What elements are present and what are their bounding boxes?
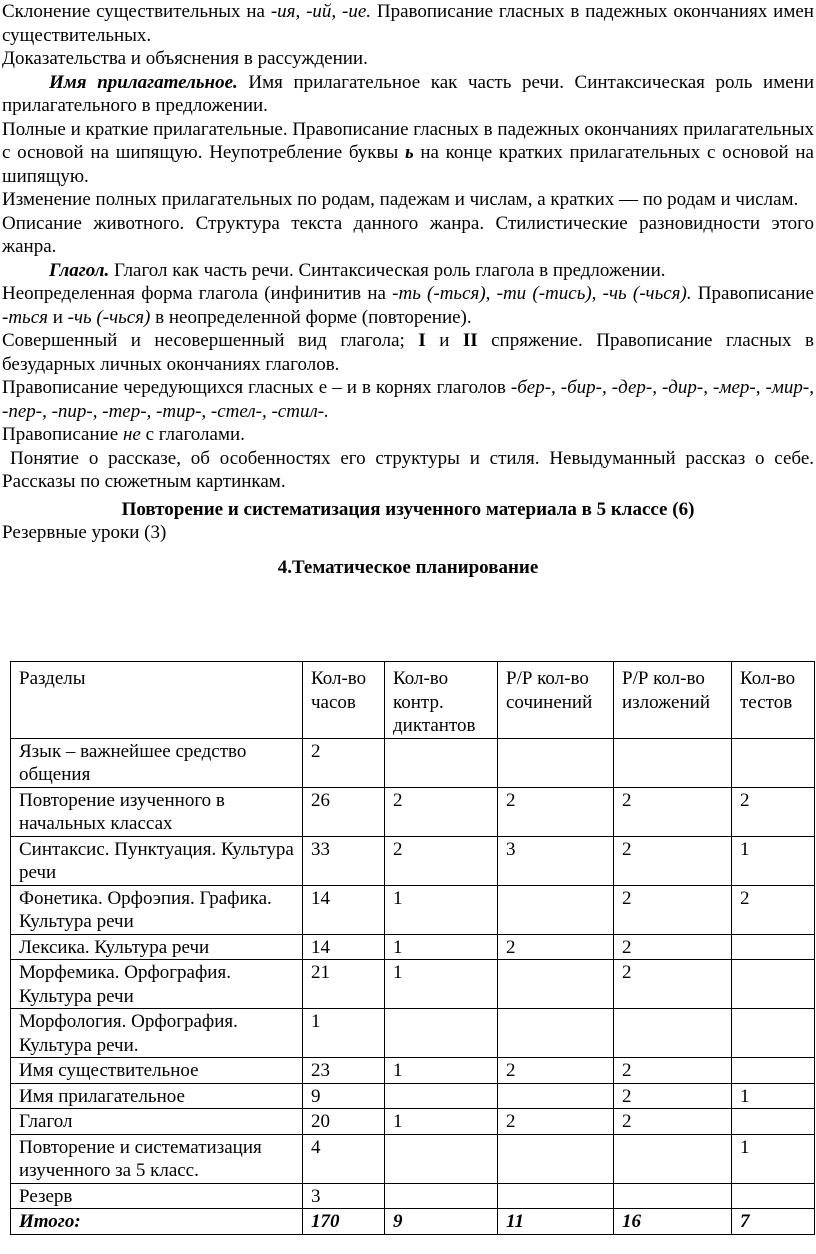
value-cell: 2 xyxy=(385,787,498,836)
text-span: Полные и краткие прилагательные. Правописание гласных в падежных окончаниях прилагательных с основой на шипящую. Неупотребление буквы xyxy=(2,118,814,163)
value-cell: 1 xyxy=(732,1134,815,1183)
header-cell: Кол-во часов xyxy=(303,662,385,739)
value-cell: 2 xyxy=(614,1058,732,1084)
paragraph-alternating-vowels xyxy=(2,376,814,423)
paragraph-proofs: Доказательства и объяснения в рассуждении. xyxy=(2,48,368,69)
thematic-planning-table xyxy=(10,661,815,1235)
table-row xyxy=(11,1009,815,1058)
paragraph-aspect-conjugation xyxy=(2,329,814,376)
table-total-row xyxy=(11,1209,815,1235)
section-name-cell: Лексика. Культура речи xyxy=(11,934,303,960)
italic-suffix: -чь (-чься) xyxy=(67,306,151,328)
text-span: с глаголами. xyxy=(140,424,245,445)
table-row xyxy=(11,1083,815,1109)
value-cell: 2 xyxy=(614,1083,732,1109)
value-cell xyxy=(498,960,614,1009)
value-cell xyxy=(732,1109,815,1135)
italic-roots: -бер-, -бир-, -дер-, -дир-, -мер-, -мир-, -пер-, -пир-, -тер-, -тир-, -стел-, -стил-. xyxy=(2,377,814,422)
italic-ne: не xyxy=(122,424,141,445)
header-cell: Р/Р кол-во изложений xyxy=(614,662,732,739)
total-value-cell: 170 xyxy=(303,1209,385,1235)
text-span: и xyxy=(47,306,68,328)
table-row xyxy=(11,934,815,960)
text-span: спряжение. Правописание гласных в безударных личных окончаниях глаголов. xyxy=(2,330,814,375)
value-cell xyxy=(732,738,815,787)
table-row xyxy=(11,787,815,836)
value-cell: 26 xyxy=(303,787,385,836)
value-cell: 2 xyxy=(498,1109,614,1135)
table-row xyxy=(11,1183,815,1209)
text-span: на конце кратких прилагательных с основой на шипящую. xyxy=(2,142,814,187)
section-name-cell: Резерв xyxy=(11,1183,303,1209)
heading-thematic-planning: 4.Тематическое планирование xyxy=(277,556,539,578)
value-cell xyxy=(385,1083,498,1109)
value-cell: 4 xyxy=(303,1134,385,1183)
paragraph-infinitive xyxy=(2,282,814,329)
section-name-cell: Повторение изученного в начальных классах xyxy=(11,787,303,836)
value-cell xyxy=(614,1009,732,1058)
table-row xyxy=(11,1109,815,1135)
paragraph-ne-with-verbs xyxy=(2,423,814,447)
paragraph-verb xyxy=(2,259,814,283)
value-cell: 1 xyxy=(385,960,498,1009)
value-cell: 2 xyxy=(385,836,498,885)
value-cell: 1 xyxy=(732,836,815,885)
value-cell: 14 xyxy=(303,885,385,934)
table-body xyxy=(11,662,815,1235)
text-span: Правописание гласных в падежных окончаниях имен существительных. xyxy=(2,1,814,46)
value-cell: 2 xyxy=(614,787,732,836)
value-cell: 1 xyxy=(385,885,498,934)
roman-numeral-two: II xyxy=(462,330,478,351)
value-cell: 2 xyxy=(614,836,732,885)
table-row xyxy=(11,1134,815,1183)
value-cell: 2 xyxy=(498,1058,614,1084)
italic-suffix: -ться xyxy=(2,306,48,328)
value-cell xyxy=(498,1009,614,1058)
section-name-cell: Имя существительное xyxy=(11,1058,303,1084)
value-cell: 1 xyxy=(385,1058,498,1084)
paragraph-story: Понятие о рассказе, об особенностях его структуры и стиля. Невыдуманный рассказ о себе. Рассказы по сюжетным картинкам. xyxy=(2,447,814,492)
section-name-cell: Имя прилагательное xyxy=(11,1083,303,1109)
value-cell: 1 xyxy=(303,1009,385,1058)
value-cell: 2 xyxy=(303,738,385,787)
total-value-cell: 16 xyxy=(614,1209,732,1235)
value-cell: 2 xyxy=(498,934,614,960)
header-cell: Р/Р кол-во сочинений xyxy=(498,662,614,739)
section-name-cell: Язык – важнейшее средство общения xyxy=(11,738,303,787)
section-name-cell: Глагол xyxy=(11,1109,303,1135)
value-cell: 2 xyxy=(614,960,732,1009)
text-span: Имя прилагательное как часть речи. Синтаксическая роль имени прилагательного в предложении. xyxy=(2,71,814,116)
italic-endings: -ть (-ться), -ти (-тись), -чь (-чься). xyxy=(392,283,692,304)
value-cell: 3 xyxy=(303,1183,385,1209)
value-cell: 2 xyxy=(614,1109,732,1135)
value-cell xyxy=(732,1058,815,1084)
table-header-row xyxy=(11,662,815,739)
section-name-cell: Повторение и систематизация изученного за 5 класс. xyxy=(11,1134,303,1183)
value-cell xyxy=(732,1183,815,1209)
paragraph-animal-description: Описание животного. Структура текста данного жанра. Стилистические разновидности этого жанра. xyxy=(2,212,814,257)
value-cell: 2 xyxy=(614,885,732,934)
value-cell xyxy=(732,960,815,1009)
value-cell: 2 xyxy=(732,885,815,934)
paragraph-adjective xyxy=(2,71,814,118)
italic-endings: -ия, -ий, -ие. xyxy=(270,1,372,22)
header-cell: Разделы xyxy=(11,662,303,739)
total-value-cell: 9 xyxy=(385,1209,498,1235)
value-cell: 2 xyxy=(732,787,815,836)
value-cell xyxy=(385,738,498,787)
text-span: и xyxy=(425,330,463,351)
letter-soft-sign: ь xyxy=(404,142,414,163)
value-cell: 14 xyxy=(303,934,385,960)
value-cell xyxy=(498,1083,614,1109)
total-label-cell: Итого: xyxy=(11,1209,303,1235)
value-cell: 1 xyxy=(385,1109,498,1135)
value-cell xyxy=(732,934,815,960)
section-title-adjective: Имя прилагательное. xyxy=(49,71,238,93)
value-cell xyxy=(498,738,614,787)
value-cell xyxy=(498,1183,614,1209)
value-cell xyxy=(385,1134,498,1183)
reserve-lessons: Резервные уроки (3) xyxy=(2,522,167,543)
value-cell xyxy=(614,1183,732,1209)
paragraph-noun-declension xyxy=(2,0,814,47)
value-cell xyxy=(385,1183,498,1209)
value-cell: 20 xyxy=(303,1109,385,1135)
section-name-cell: Синтаксис. Пунктуация. Культура речи xyxy=(11,836,303,885)
text-span: Правописание xyxy=(2,424,123,445)
value-cell xyxy=(732,1009,815,1058)
value-cell: 3 xyxy=(498,836,614,885)
table-row xyxy=(11,1058,815,1084)
value-cell xyxy=(498,885,614,934)
value-cell: 9 xyxy=(303,1083,385,1109)
heading-repetition: Повторение и систематизация изученного материала в 5 классе (6) xyxy=(121,498,695,520)
text-span: Правописание xyxy=(691,283,814,304)
value-cell xyxy=(385,1009,498,1058)
value-cell: 1 xyxy=(385,934,498,960)
value-cell xyxy=(614,1134,732,1183)
value-cell: 2 xyxy=(614,934,732,960)
text-span: Склонение существительных на xyxy=(2,1,271,22)
value-cell: 2 xyxy=(498,787,614,836)
text-span: в неопределенной форме (повторение). xyxy=(150,306,472,328)
table-row xyxy=(11,960,815,1009)
value-cell: 1 xyxy=(732,1083,815,1109)
table-row xyxy=(11,885,815,934)
section-name-cell: Морфемика. Орфография. Культура речи xyxy=(11,960,303,1009)
value-cell: 33 xyxy=(303,836,385,885)
text-span: Правописание чередующихся гласных е – и в корнях глаголов xyxy=(2,377,511,398)
value-cell xyxy=(614,738,732,787)
value-cell xyxy=(498,1134,614,1183)
total-value-cell: 11 xyxy=(498,1209,614,1235)
roman-numeral-one: I xyxy=(418,330,426,351)
paragraph-full-short-adjectives xyxy=(2,118,814,189)
text-span: Неопределенная форма глагола (инфинитив на xyxy=(2,283,393,304)
table-row xyxy=(11,738,815,787)
value-cell: 23 xyxy=(303,1058,385,1084)
header-cell: Кол-во тестов xyxy=(732,662,815,739)
paragraph-adjective-change: Изменение полных прилагательных по родам, падежам и числам, а кратких — по родам и числам. xyxy=(2,189,799,210)
section-name-cell: Морфология. Орфография. Культура речи. xyxy=(11,1009,303,1058)
text-span: Совершенный и несовершенный вид глагола; xyxy=(2,330,419,351)
section-name-cell: Фонетика. Орфоэпия. Графика. Культура речи xyxy=(11,885,303,934)
header-cell: Кол-во контр. диктантов xyxy=(385,662,498,739)
text-span: Глагол как часть речи. Синтаксическая роль глагола в предложении. xyxy=(109,259,666,281)
value-cell: 21 xyxy=(303,960,385,1009)
document-text xyxy=(0,0,816,579)
table-row xyxy=(11,836,815,885)
total-value-cell: 7 xyxy=(732,1209,815,1235)
section-title-verb: Глагол. xyxy=(49,259,110,281)
